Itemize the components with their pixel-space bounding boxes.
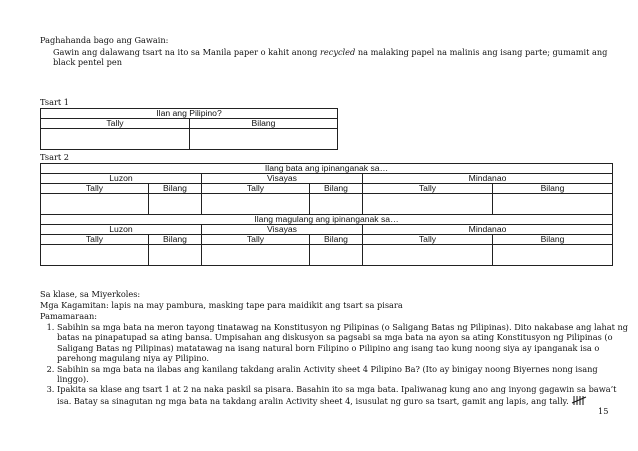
chart1-bilang-cell [190,129,338,150]
col-bilang: Bilang [493,235,613,245]
blank-cell [493,245,613,266]
procedure-step [57,384,629,406]
blank-cell [310,194,363,215]
procedure-label: Pamamaraan: [40,311,98,321]
procedure-step-text: Sabihin sa mga bata na meron tayong tinatawag na Konstitusyon ng Pilipinas (o Saligang Batas ng Pilipinas). Dito nakabase ang lahat ng batas na pinapatupad sa ating bansa. Umpisahan ang diskusyon sa pagsabi sa mga bata na ayon sa ating Konstitusyon ng Pilipinas (o Saligang Batas ng Pilipinas) matatawag na isang natural born Filipino o Pilipino ang isang tao kung noong siya ay ipanganak isa o parehong magulang niya ay Pilipino. [57,322,629,364]
chart1-title-row [41,109,338,119]
col-tally: Tally [202,184,310,194]
chart2-section1-title-row [41,164,613,174]
prep-instruction-text-1: Gawin ang dalawang tsart na ito sa Manila paper o kahit anong [53,47,320,57]
procedure-step [57,322,629,364]
blank-cell [363,194,493,215]
prep-heading: Paghahanda bago ang Gawain: [40,35,169,45]
chart1-col-tally: Tally [41,119,190,129]
procedure-steps [40,322,629,406]
col-bilang: Bilang [149,184,202,194]
chart2-table [40,163,613,266]
chart2-section2-blank-row [41,245,613,266]
col-tally: Tally [363,235,493,245]
chart1-tally-cell [41,129,190,150]
chart2-section2-region-row [41,225,613,235]
chart2-section2-title-row [41,215,613,225]
region-mindanao: Mindanao [363,225,613,235]
procedure-step-text: Ipakita sa klase ang tsart 1 at 2 na naka paskil sa pisara. Basahin ito sa mga bata. Ipaliwanag kung ano ang inyong gagawin sa bawa’t isa. Batay sa sinagutan ng mga bata na takdang aralin Activity sheet 4, isusulat ng guro sa tsart, gamit ang lapis, ang tally. [57,384,617,406]
prep-instruction-italic: recycled [319,47,356,57]
col-bilang: Bilang [149,235,202,245]
chart2-section1-region-row [41,174,613,184]
blank-cell [493,194,613,215]
blank-cell [310,245,363,266]
prep-instruction-text-2: na malaking papel na malinis ang isang parte; gumamit ang black pentel pen [53,47,608,68]
blank-cell [41,245,149,266]
blank-cell [41,194,149,215]
region-luzon: Luzon [41,225,202,235]
chart2-section1-title: Ilang bata ang ipinanganak sa… [41,164,613,174]
region-visayas: Visayas [202,174,363,184]
chart1-col-bilang: Bilang [190,119,338,129]
chart1-label: Tsart 1 [40,97,69,107]
chart1-blank-row [41,129,338,150]
materials-line: Mga Kagamitan: lapis na may pambura, masking tape para maidikit ang tsart sa pisara [40,300,403,310]
chart2-section2-title: Ilang magulang ang ipinanganak sa… [41,215,613,225]
procedure-step-text: Sabihin sa mga bata na ilabas ang kanilang takdang aralin Activity sheet 4 Pilipino Ba? (Ito ay binigay noong Biyernes nong isang linggo). [57,363,598,385]
tally-marks-icon [571,395,587,406]
col-bilang: Bilang [310,235,363,245]
col-tally: Tally [41,184,149,194]
chart2-section1-blank-row [41,194,613,215]
chart1-table [40,108,338,150]
col-tally: Tally [202,235,310,245]
blank-cell [202,194,310,215]
region-luzon: Luzon [41,174,202,184]
col-bilang: Bilang [493,184,613,194]
procedure-step [57,364,629,385]
col-bilang: Bilang [310,184,363,194]
chart2-section2-header-row [41,235,613,245]
blank-cell [202,245,310,266]
class-heading: Sa klase, sa Miyerkoles: [40,289,141,299]
blank-cell [363,245,493,266]
chart1-title: Ilan ang Pilipino? [41,109,338,119]
col-tally: Tally [41,235,149,245]
blank-cell [149,245,202,266]
chart2-label: Tsart 2 [40,152,69,162]
col-tally: Tally [363,184,493,194]
prep-instruction [53,47,613,68]
chart2-section1-header-row [41,184,613,194]
page-number: 15 [598,406,609,416]
region-visayas: Visayas [202,225,363,235]
chart1-header-row [41,119,338,129]
blank-cell [149,194,202,215]
region-mindanao: Mindanao [363,174,613,184]
